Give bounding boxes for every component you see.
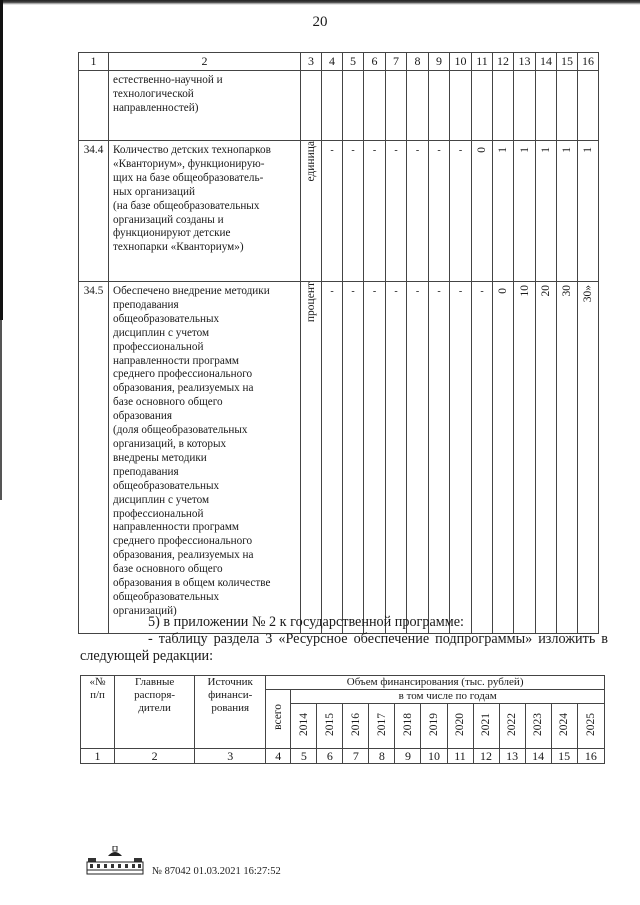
value-cell: 1 — [557, 141, 578, 282]
column-number: 4 — [266, 749, 291, 764]
value-cell: - — [386, 282, 407, 634]
value-cell: - — [472, 282, 493, 634]
scan-edge-left — [0, 0, 3, 320]
registration-stamp: № 87042 01.03.2021 16:27:52 — [152, 866, 281, 877]
row-id: 34.4 — [79, 141, 109, 282]
column-number: 9 — [395, 749, 421, 764]
unit: процент — [301, 282, 322, 634]
paragraph-instruction: - таблицу раздела 3 «Ресурсное обеспечение подпрограммы» изложить в — [148, 631, 608, 647]
column-header: 5 — [343, 53, 364, 71]
header-funding-source: Источник финанси- рования — [195, 676, 266, 749]
row-id: 34.5 — [79, 282, 109, 634]
paragraph-continuation: следующей редакции: — [80, 648, 214, 664]
column-header: 14 — [536, 53, 557, 71]
value-cell: - — [364, 282, 386, 634]
page-number: 20 — [312, 14, 328, 30]
value-cell: - — [407, 282, 429, 634]
value-cell: - — [450, 282, 472, 634]
value-cell: - — [343, 282, 364, 634]
column-header: 6 — [364, 53, 386, 71]
column-header: 15 — [557, 53, 578, 71]
table-row — [79, 282, 599, 634]
column-number: 11 — [447, 749, 473, 764]
header-funding-volume: Объем финансирования (тыс. рублей) — [266, 676, 605, 690]
value-cell: 1 — [578, 141, 599, 282]
indicator-name: естественно-научной и технологической направленностей) — [109, 71, 301, 141]
year-header: 2016 — [343, 704, 369, 749]
value-cell: 1 — [493, 141, 514, 282]
value-cell: 0 — [472, 141, 493, 282]
value-cell: - — [429, 282, 450, 634]
column-header: 11 — [472, 53, 493, 71]
year-header: 2020 — [447, 704, 473, 749]
column-header: 16 — [578, 53, 599, 71]
column-header: 3 — [301, 53, 322, 71]
column-number: 3 — [195, 749, 266, 764]
indicator-name: Обеспечено внедрение методики преподавания общеобразовательных дисциплин с учетом профессиональной направленности программ среднего профессионального образования, реализуемых на базе основного общего образования (доля общеобразовательных организаций, в которых внедрены методики преподавания общеобразовательных дисциплин с учетом профессиональной направленности программ среднего профессионального образования, реализуемых на базе основного общего образования в общем количестве общеобразовательных организаций) — [109, 282, 301, 634]
column-number: 15 — [551, 749, 577, 764]
value-cell: - — [429, 141, 450, 282]
year-header: 2017 — [369, 704, 395, 749]
year-header: 2019 — [421, 704, 447, 749]
year-header: 2025 — [577, 704, 604, 749]
registry-logo — [86, 846, 144, 881]
year-header: 2018 — [395, 704, 421, 749]
year-header: 2023 — [525, 704, 551, 749]
value-cell: - — [450, 141, 472, 282]
column-header: 10 — [450, 53, 472, 71]
year-header: 2021 — [473, 704, 499, 749]
column-number: 1 — [81, 749, 115, 764]
column-number: 12 — [473, 749, 499, 764]
table-row — [79, 141, 599, 282]
scan-edge-left-lower — [0, 320, 2, 500]
paragraph-item-5: 5) в приложении № 2 к государственной программе: — [148, 614, 464, 630]
year-header: 2015 — [317, 704, 343, 749]
column-header: 12 — [493, 53, 514, 71]
column-header: 8 — [407, 53, 429, 71]
column-number-row — [79, 53, 599, 71]
value-cell: 10 — [514, 282, 536, 634]
column-number-row — [81, 749, 605, 764]
building-icon — [86, 846, 144, 876]
header-total: всего — [266, 690, 291, 749]
column-number: 7 — [343, 749, 369, 764]
header-managers: Главные распоря- дители — [115, 676, 195, 749]
value-cell: 0 — [493, 282, 514, 634]
column-header: 1 — [79, 53, 109, 71]
value-cell: 30» — [578, 282, 599, 634]
scan-edge-top — [0, 0, 640, 5]
column-number: 13 — [499, 749, 525, 764]
indicators-table — [78, 52, 599, 634]
value-cell: - — [322, 282, 343, 634]
column-header: 13 — [514, 53, 536, 71]
value-cell: - — [343, 141, 364, 282]
header-number: «№ п/п — [81, 676, 115, 749]
column-number: 10 — [421, 749, 447, 764]
value-cell: - — [322, 141, 343, 282]
column-number: 16 — [577, 749, 604, 764]
unit: единица — [301, 141, 322, 282]
year-header: 2024 — [551, 704, 577, 749]
column-header: 7 — [386, 53, 407, 71]
resource-table — [80, 675, 605, 764]
value-cell: - — [407, 141, 429, 282]
column-number: 2 — [115, 749, 195, 764]
value-cell: - — [364, 141, 386, 282]
column-header: 2 — [109, 53, 301, 71]
unit — [301, 71, 322, 141]
column-header: 4 — [322, 53, 343, 71]
column-number: 6 — [317, 749, 343, 764]
column-header: 9 — [429, 53, 450, 71]
column-number: 5 — [291, 749, 317, 764]
value-cell: 1 — [514, 141, 536, 282]
value-cell: - — [386, 141, 407, 282]
year-header: 2022 — [499, 704, 525, 749]
table-row — [79, 71, 599, 141]
year-header: 2014 — [291, 704, 317, 749]
column-number: 8 — [369, 749, 395, 764]
value-cell: 30 — [557, 282, 578, 634]
value-cell: 20 — [536, 282, 557, 634]
indicator-name: Количество детских технопарков «Кванториум», функционирую- щих на базе общеобразователь- ных организаций (на базе общеобразовательных организаций созданы и функционируют детские технопарки «Кванториум») — [109, 141, 301, 282]
column-number: 14 — [525, 749, 551, 764]
row-id — [79, 71, 109, 141]
value-cell: 1 — [536, 141, 557, 282]
header-by-years: в том числе по годам — [291, 690, 605, 704]
